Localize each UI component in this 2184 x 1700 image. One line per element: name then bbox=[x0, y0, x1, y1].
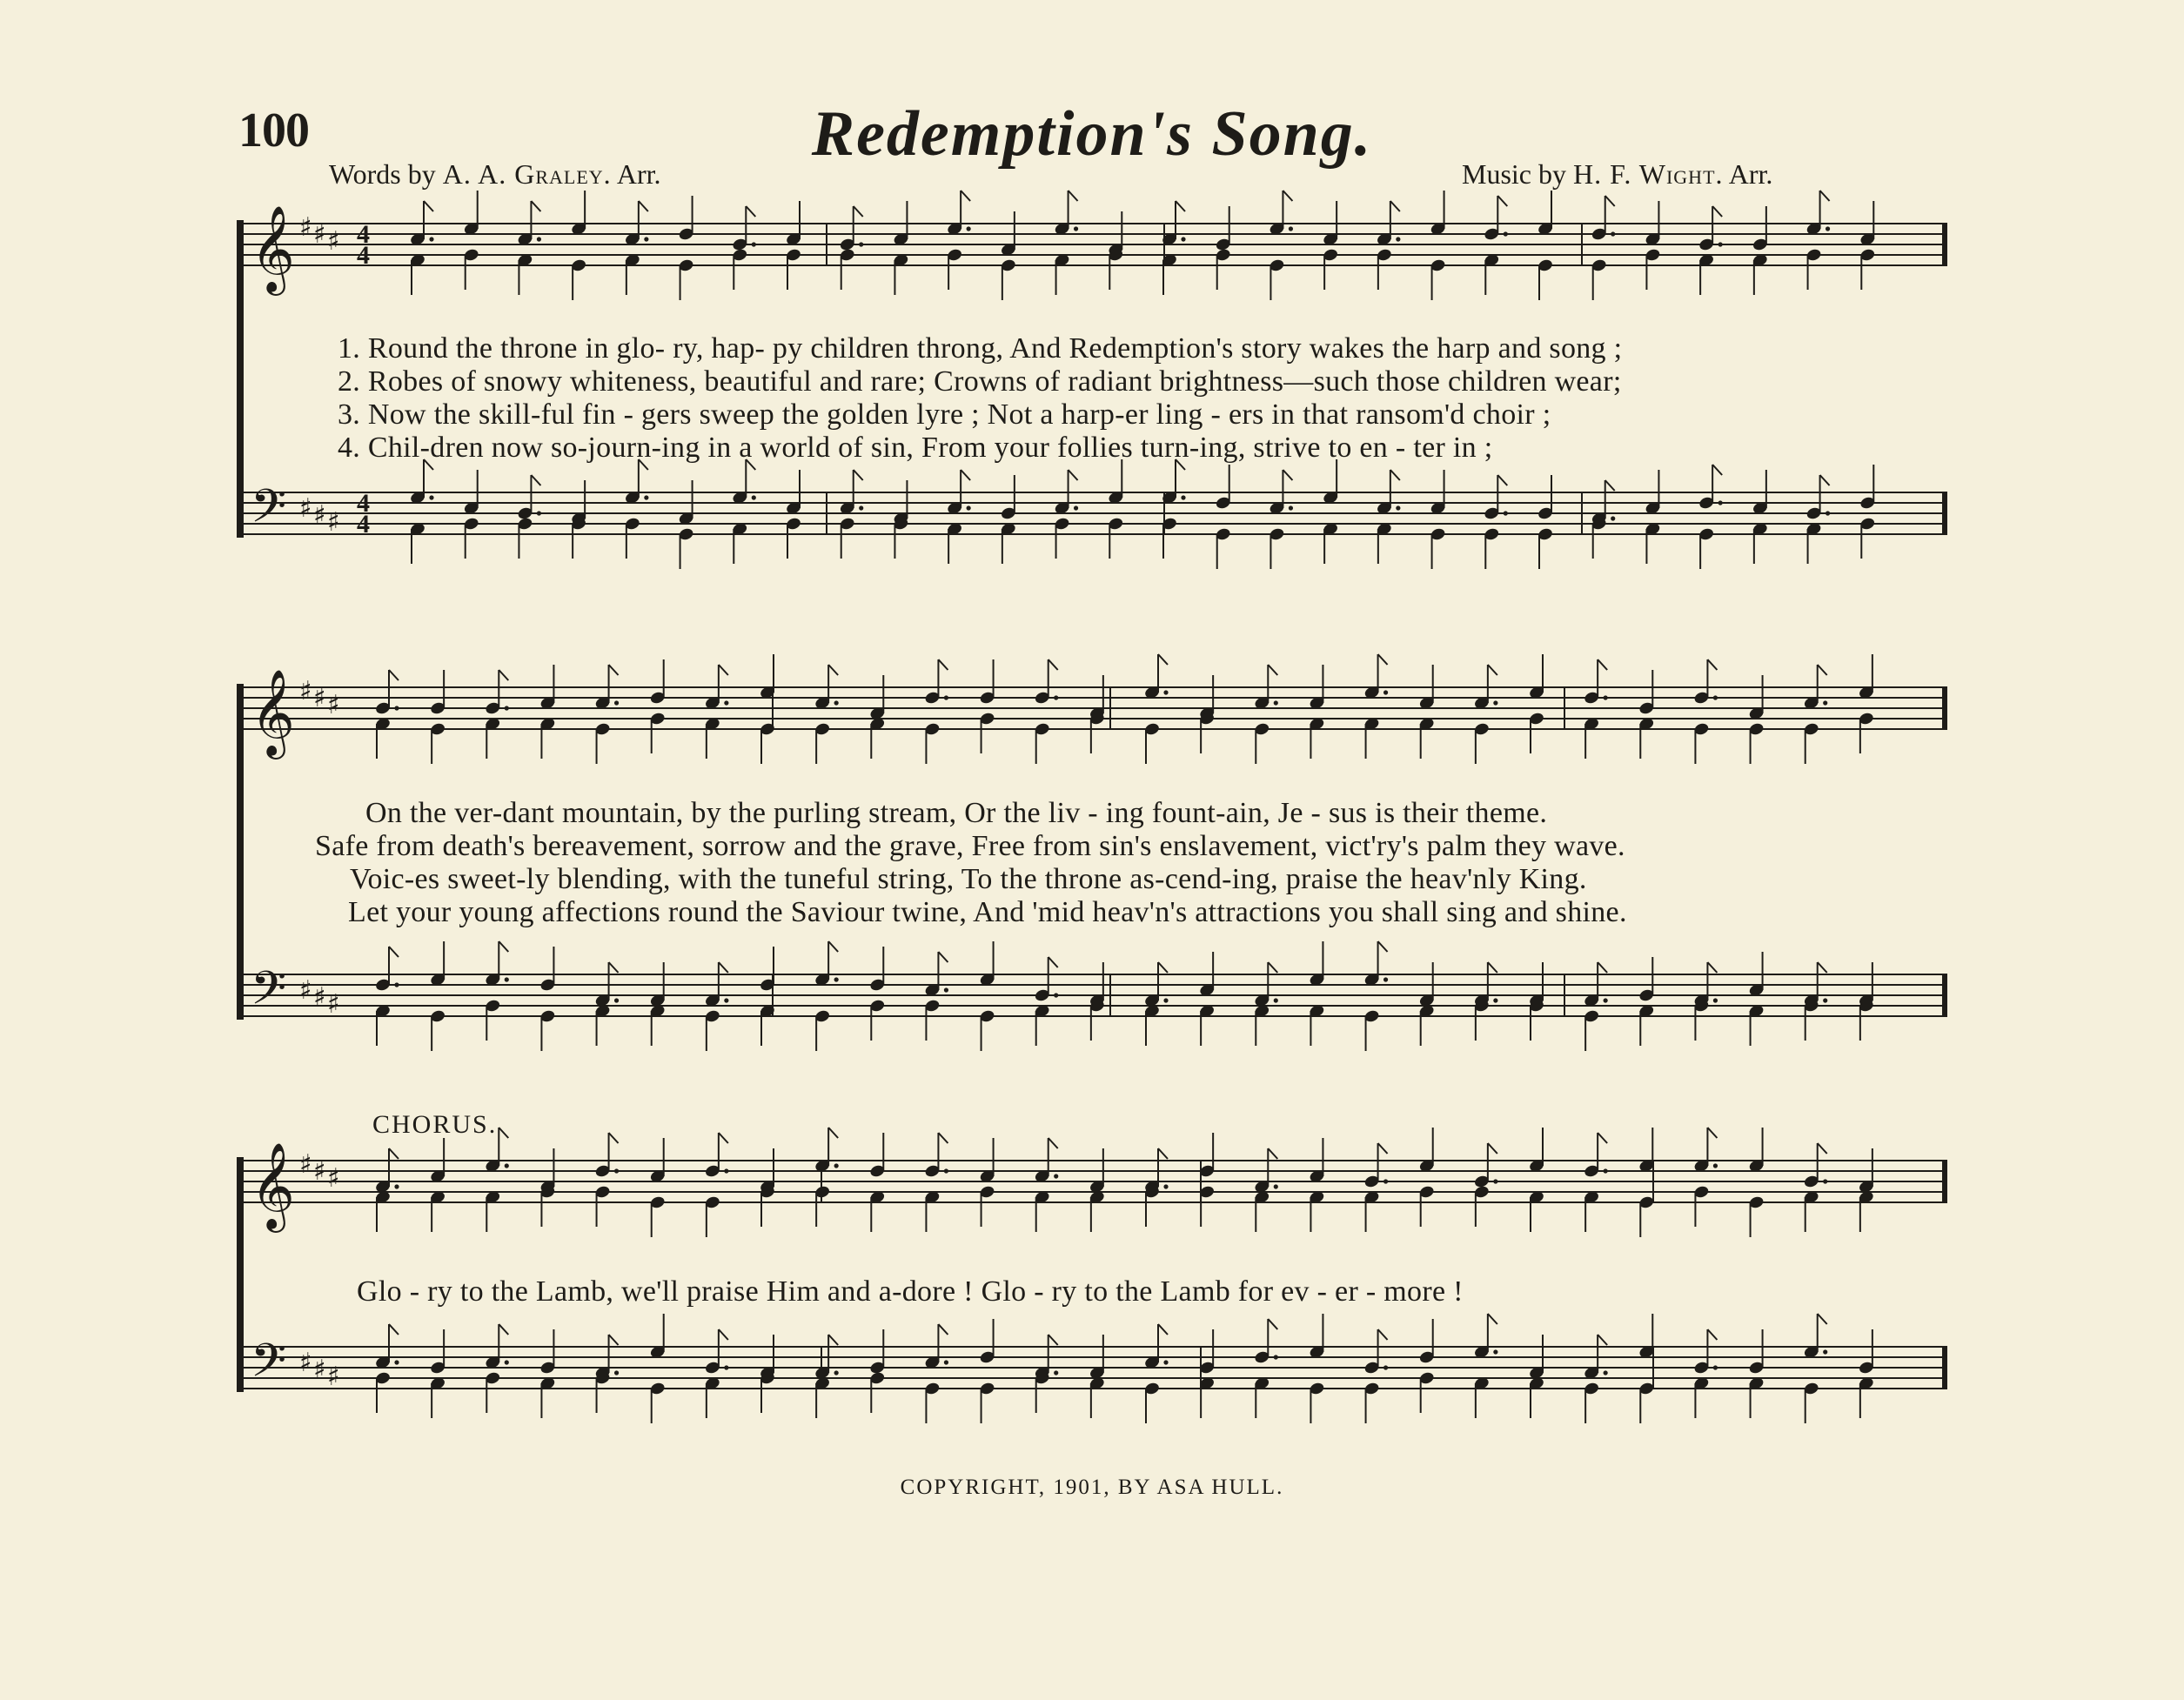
sharp-icon: ♯ bbox=[299, 493, 312, 524]
final-barline bbox=[1942, 1161, 1947, 1202]
dot bbox=[1826, 226, 1830, 231]
dot bbox=[1504, 231, 1508, 236]
words-credit-suffix: Arr. bbox=[616, 158, 661, 190]
note-flag bbox=[1268, 962, 1277, 973]
sharp-icon: ♯ bbox=[327, 226, 340, 257]
treble-clef-icon: 𝄞 bbox=[251, 669, 295, 756]
dot bbox=[1493, 700, 1497, 705]
dot bbox=[505, 1163, 509, 1168]
dot bbox=[944, 695, 948, 699]
note-flag bbox=[1048, 659, 1058, 670]
dot bbox=[394, 982, 399, 987]
system-brace bbox=[237, 684, 244, 1020]
dot bbox=[944, 1168, 948, 1173]
note-flag bbox=[746, 206, 755, 217]
note-flag bbox=[1712, 465, 1722, 475]
dot bbox=[1274, 1355, 1278, 1359]
music-credit bbox=[1462, 158, 1772, 191]
note-flag bbox=[1818, 962, 1827, 973]
dot bbox=[834, 1370, 839, 1375]
note-flag bbox=[938, 952, 948, 962]
note-flag bbox=[1820, 191, 1830, 201]
final-barline bbox=[1942, 1347, 1947, 1389]
note-flag bbox=[389, 670, 399, 680]
note-flag bbox=[1378, 654, 1388, 665]
dot bbox=[429, 237, 433, 241]
hymn-title: Redemption's Song. bbox=[811, 98, 1373, 170]
dot bbox=[1181, 495, 1185, 499]
note-flag bbox=[1158, 1148, 1168, 1159]
dot bbox=[394, 1184, 399, 1188]
dot bbox=[1823, 700, 1827, 705]
verse-3-line-b: Voic-es sweet-ly blending, with the tuneful string, To the throne as-cend-ing, praise the heav'nly King. bbox=[350, 863, 1587, 895]
chorus-label: CHORUS. bbox=[372, 1110, 498, 1139]
note-flag bbox=[1488, 1143, 1497, 1154]
note-flag bbox=[1048, 1335, 1058, 1345]
dot bbox=[859, 242, 863, 246]
dot bbox=[1396, 237, 1400, 241]
dot bbox=[1604, 1168, 1608, 1173]
dot bbox=[1163, 1360, 1168, 1364]
note-flag bbox=[1158, 962, 1168, 973]
dot bbox=[724, 1168, 728, 1173]
dot bbox=[1823, 1179, 1827, 1183]
dot bbox=[1826, 511, 1830, 515]
dot bbox=[1611, 231, 1615, 236]
dot bbox=[1611, 516, 1615, 520]
copyright-notice: COPYRIGHT, 1901, BY ASA HULL. bbox=[900, 1476, 1284, 1499]
sharp-icon: ♯ bbox=[327, 690, 340, 720]
note-flag bbox=[1488, 962, 1497, 973]
note-flag bbox=[389, 947, 399, 957]
dot bbox=[1823, 998, 1827, 1002]
lyricist-name: A. A. Graley. bbox=[442, 158, 612, 190]
dot bbox=[614, 1168, 619, 1173]
dot bbox=[1383, 977, 1388, 981]
sharp-icon: ♯ bbox=[313, 500, 326, 531]
note-flag bbox=[1268, 1319, 1277, 1329]
dot bbox=[1713, 1163, 1718, 1168]
dot bbox=[394, 706, 399, 710]
dot bbox=[724, 1365, 728, 1369]
note-flag bbox=[1497, 196, 1507, 206]
note-flag bbox=[1598, 962, 1607, 973]
note-flag bbox=[1158, 654, 1168, 665]
note-flag bbox=[1707, 1329, 1717, 1340]
dot bbox=[1493, 1179, 1497, 1183]
sharp-icon: ♯ bbox=[327, 507, 340, 538]
sharp-icon: ♯ bbox=[313, 1355, 326, 1385]
music-credit-prefix: Music by bbox=[1462, 158, 1566, 190]
note-flag bbox=[1268, 1148, 1277, 1159]
dot bbox=[752, 495, 756, 499]
dot bbox=[1383, 690, 1388, 694]
note-flag bbox=[961, 191, 970, 201]
note-flag bbox=[1268, 665, 1277, 675]
system-brace bbox=[237, 220, 244, 538]
note-flag bbox=[719, 962, 728, 973]
dot bbox=[859, 505, 863, 510]
dot bbox=[1604, 998, 1608, 1002]
note-flag bbox=[1048, 957, 1058, 967]
note-flag bbox=[1605, 196, 1615, 206]
sharp-icon: ♯ bbox=[313, 683, 326, 713]
dot bbox=[505, 977, 509, 981]
note-flag bbox=[1283, 470, 1292, 480]
time-signature-bottom: 4 bbox=[357, 241, 370, 270]
note-flag bbox=[1707, 659, 1717, 670]
dot bbox=[614, 998, 619, 1002]
dot bbox=[967, 226, 971, 231]
note-flag bbox=[719, 1133, 728, 1143]
note-flag bbox=[1176, 201, 1185, 211]
dot bbox=[944, 1360, 948, 1364]
note-flag bbox=[1378, 941, 1388, 952]
note-flag bbox=[1598, 1335, 1607, 1345]
verse-2-line-a: 2. Robes of snowy whiteness, beautiful and rare; Crowns of radiant brightness—such those children wear; bbox=[338, 365, 1622, 398]
dot bbox=[1713, 1365, 1718, 1369]
verse-3-line-a: 3. Now the skill-ful fin - gers sweep the golden lyre ; Not a harp-er ling - ers in that ransom'd choir ; bbox=[338, 398, 1551, 431]
note-flag bbox=[499, 941, 508, 952]
final-barline bbox=[1942, 224, 1947, 265]
bass-clef-icon: 𝄢 bbox=[251, 1335, 287, 1399]
music-credit-suffix: Arr. bbox=[1728, 158, 1773, 190]
note-flag bbox=[1069, 191, 1078, 201]
note-flag bbox=[499, 1128, 508, 1138]
dot bbox=[614, 1370, 619, 1375]
dot bbox=[1823, 1349, 1827, 1354]
note-flag bbox=[1158, 1324, 1168, 1335]
dot bbox=[1396, 505, 1400, 510]
verse-1-line-b: On the ver-dant mountain, by the purling stream, Or the liv - ing fount-ain, Je - sus is their theme. bbox=[365, 797, 1548, 829]
note-flag bbox=[1598, 659, 1607, 670]
note-flag bbox=[389, 1148, 399, 1159]
verse-4-line-b: Let your young affections round the Saviour twine, And 'mid heav'n's attractions you shall sing and shine. bbox=[348, 896, 1627, 928]
sharp-icon: ♯ bbox=[299, 1149, 312, 1180]
dot bbox=[1274, 700, 1278, 705]
dot bbox=[1054, 993, 1058, 997]
dot bbox=[752, 242, 756, 246]
dot bbox=[834, 700, 839, 705]
sharp-icon: ♯ bbox=[299, 212, 312, 243]
final-barline bbox=[1942, 974, 1947, 1016]
note-flag bbox=[1605, 480, 1615, 491]
note-flag bbox=[961, 470, 970, 480]
dot bbox=[1289, 226, 1293, 231]
dot bbox=[724, 998, 728, 1002]
dot bbox=[1274, 1184, 1278, 1188]
note-flag bbox=[1707, 962, 1717, 973]
dot bbox=[1718, 500, 1723, 505]
dot bbox=[1181, 237, 1185, 241]
dot bbox=[644, 495, 648, 499]
sharp-icon: ♯ bbox=[327, 1163, 340, 1194]
dot bbox=[537, 237, 541, 241]
note-flag bbox=[1048, 1138, 1058, 1148]
final-barline bbox=[1942, 492, 1947, 534]
bass-clef-icon: 𝄢 bbox=[251, 480, 287, 545]
note-flag bbox=[828, 665, 838, 675]
words-credit-prefix: Words by bbox=[329, 158, 436, 190]
note-flag bbox=[609, 1335, 619, 1345]
dot bbox=[1274, 998, 1278, 1002]
note-flag bbox=[1497, 475, 1507, 485]
words-credit bbox=[329, 158, 661, 191]
note-flag bbox=[609, 1133, 619, 1143]
dot bbox=[1604, 1370, 1608, 1375]
note-flag bbox=[609, 962, 619, 973]
treble-clef-icon: 𝄞 bbox=[251, 1142, 295, 1229]
dot bbox=[1713, 998, 1718, 1002]
note-flag bbox=[828, 1335, 838, 1345]
dot bbox=[944, 987, 948, 992]
sharp-icon: ♯ bbox=[299, 676, 312, 706]
note-flag bbox=[1598, 1133, 1607, 1143]
sharp-icon: ♯ bbox=[327, 989, 340, 1020]
dot bbox=[1713, 695, 1718, 699]
system-brace bbox=[237, 1157, 244, 1392]
note-flag bbox=[938, 1133, 948, 1143]
dot bbox=[1718, 242, 1723, 246]
dot bbox=[1054, 1370, 1058, 1375]
dot bbox=[1493, 1349, 1497, 1354]
note-flag bbox=[1707, 1128, 1717, 1138]
dot bbox=[644, 237, 648, 241]
chorus-lyric: Glo - ry to the Lamb, we'll praise Him and a-dore ! Glo - ry to the Lamb for ev - er - more ! bbox=[357, 1275, 1464, 1308]
dot bbox=[614, 700, 619, 705]
dot bbox=[1289, 505, 1293, 510]
note-flag bbox=[1818, 665, 1827, 675]
note-flag bbox=[938, 659, 948, 670]
note-flag bbox=[828, 941, 838, 952]
note-flag bbox=[1283, 191, 1292, 201]
sharp-icon: ♯ bbox=[313, 982, 326, 1013]
note-flag bbox=[854, 206, 863, 217]
note-flag bbox=[639, 201, 648, 211]
sharp-icon: ♯ bbox=[313, 1156, 326, 1187]
note-flag bbox=[499, 1324, 508, 1335]
note-flag bbox=[531, 201, 540, 211]
note-flag bbox=[499, 670, 508, 680]
dot bbox=[1054, 1174, 1058, 1178]
note-flag bbox=[1378, 1329, 1388, 1340]
composer-name: H. F. Wight. bbox=[1573, 158, 1724, 190]
dot bbox=[1493, 998, 1497, 1002]
note-flag bbox=[938, 1324, 948, 1335]
sharp-icon: ♯ bbox=[299, 975, 312, 1006]
dot bbox=[429, 495, 433, 499]
time-signature-bottom: 4 bbox=[357, 510, 370, 539]
dot bbox=[1383, 1365, 1388, 1369]
treble-clef-icon: 𝄞 bbox=[251, 205, 295, 292]
verse-2-line-b: Safe from death's bereavement, sorrow and the grave, Free from sin's enslavement, vict'ry's palm they wave. bbox=[315, 830, 1625, 862]
dot bbox=[1163, 998, 1168, 1002]
note-flag bbox=[1390, 470, 1400, 480]
dot bbox=[967, 505, 971, 510]
note-flag bbox=[1818, 1143, 1827, 1154]
note-flag bbox=[1488, 665, 1497, 675]
dot bbox=[394, 1360, 399, 1364]
sharp-icon: ♯ bbox=[313, 219, 326, 250]
dot bbox=[1163, 690, 1168, 694]
time-signature-top: 4 bbox=[357, 220, 370, 249]
note-flag bbox=[719, 1329, 728, 1340]
dot bbox=[1163, 1184, 1168, 1188]
dot bbox=[1383, 1179, 1388, 1183]
note-flag bbox=[1390, 201, 1400, 211]
note-flag bbox=[531, 475, 540, 485]
note-flag bbox=[1069, 470, 1078, 480]
page-number: 100 bbox=[238, 104, 309, 157]
verse-1-line-a: 1. Round the throne in glo- ry, hap- py children throng, And Redemption's story wakes the harp and song ; bbox=[338, 332, 1623, 365]
verse-4-line-a: 4. Chil-dren now so-journ-ing in a world of sin, From your follies turn-ing, strive to en - ter in ; bbox=[338, 432, 1493, 464]
dot bbox=[724, 700, 728, 705]
dot bbox=[1504, 511, 1508, 515]
final-barline bbox=[1942, 687, 1947, 729]
sharp-icon: ♯ bbox=[327, 1362, 340, 1392]
note-flag bbox=[1820, 475, 1830, 485]
note-flag bbox=[424, 201, 433, 211]
note-flag bbox=[1488, 1314, 1497, 1324]
dot bbox=[537, 511, 541, 515]
note-flag bbox=[1712, 206, 1722, 217]
note-flag bbox=[1818, 1314, 1827, 1324]
dot bbox=[1604, 695, 1608, 699]
dot bbox=[834, 977, 839, 981]
note-flag bbox=[719, 665, 728, 675]
dot bbox=[505, 706, 509, 710]
note-flag bbox=[828, 1128, 838, 1138]
bass-clef-icon: 𝄢 bbox=[251, 962, 287, 1027]
sharp-icon: ♯ bbox=[299, 1348, 312, 1378]
dot bbox=[1074, 226, 1078, 231]
time-signature-top: 4 bbox=[357, 489, 370, 518]
note-flag bbox=[609, 665, 619, 675]
dot bbox=[505, 1360, 509, 1364]
note-flag bbox=[389, 1324, 399, 1335]
dot bbox=[1054, 695, 1058, 699]
note-flag bbox=[1378, 1143, 1388, 1154]
dot bbox=[834, 1163, 839, 1168]
note-flag bbox=[854, 470, 863, 480]
dot bbox=[1074, 505, 1078, 510]
